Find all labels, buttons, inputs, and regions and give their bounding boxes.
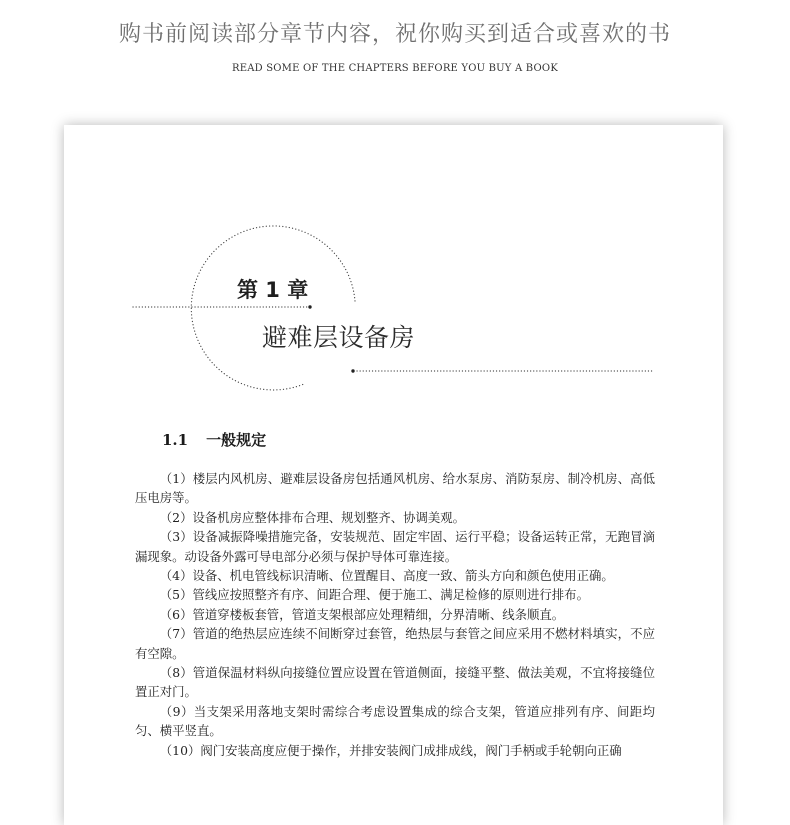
paragraph-4: （4）设备、机电管线标识清晰、位置醒目、高度一致、箭头方向和颜色使用正确。: [159, 568, 614, 584]
banner-title: 购书前阅读部分章节内容，祝你购买到适合或喜欢的书: [118, 22, 671, 47]
paragraph-9: （9）当支架采用落地支架时需综合考虑设置集成的综合支架，管道应排列有序、间距均匀、横平竖直。: [135, 703, 655, 739]
section-heading: [162, 429, 266, 450]
paragraph-7: （7）管道的绝热层应连续不间断穿过套管，绝热层与套管之间应采用不燃材料填实，不应有空隙。: [135, 626, 655, 661]
paragraph-10: （10）阀门安装高度应便于操作，并排安装阀门成排成线，阀门手柄或手轮朝向正确: [159, 742, 622, 758]
paragraph-5: （5）管线应按照整齐有序、间距合理、便于施工、满足检修的原则进行排布。: [159, 587, 589, 603]
chapter-ornament-icon: [64, 125, 723, 405]
section-title: 一般规定: [206, 431, 267, 449]
chapter-number: 第 1 章: [237, 278, 309, 302]
paragraph-8: （8）管道保温材料纵向接缝位置应设置在管道侧面，接缝平整、做法美观，不宜将接缝位置正对门。: [135, 665, 655, 700]
chapter-title: 避难层设备房: [262, 323, 416, 352]
paragraph-6: （6）管道穿楼板套管，管道支架根部应处理精细，分界清晰、线条顺直。: [159, 606, 565, 622]
body-text: [135, 469, 655, 760]
paragraph-3: （3）设备减振降噪措施完备，安装规范、固定牢固、运行平稳；设备运转正常，无跑冒滴漏现象。动设备外露可导电部分必须与保护导体可靠连接。: [135, 529, 655, 564]
banner-subtitle: READ SOME OF THE CHAPTERS BEFORE YOU BUY A BOOK: [231, 63, 558, 74]
book-page-preview: [64, 125, 723, 825]
section-number: 1.1: [162, 431, 189, 449]
paragraph-2: （2）设备机房应整体排布合理、规划整齐、协调美观。: [159, 509, 466, 525]
paragraph-1: （1）楼层内风机房、避难层设备房包括通风机房、给水泵房、消防泵房、制冷机房、高低压电房等。: [135, 471, 655, 506]
